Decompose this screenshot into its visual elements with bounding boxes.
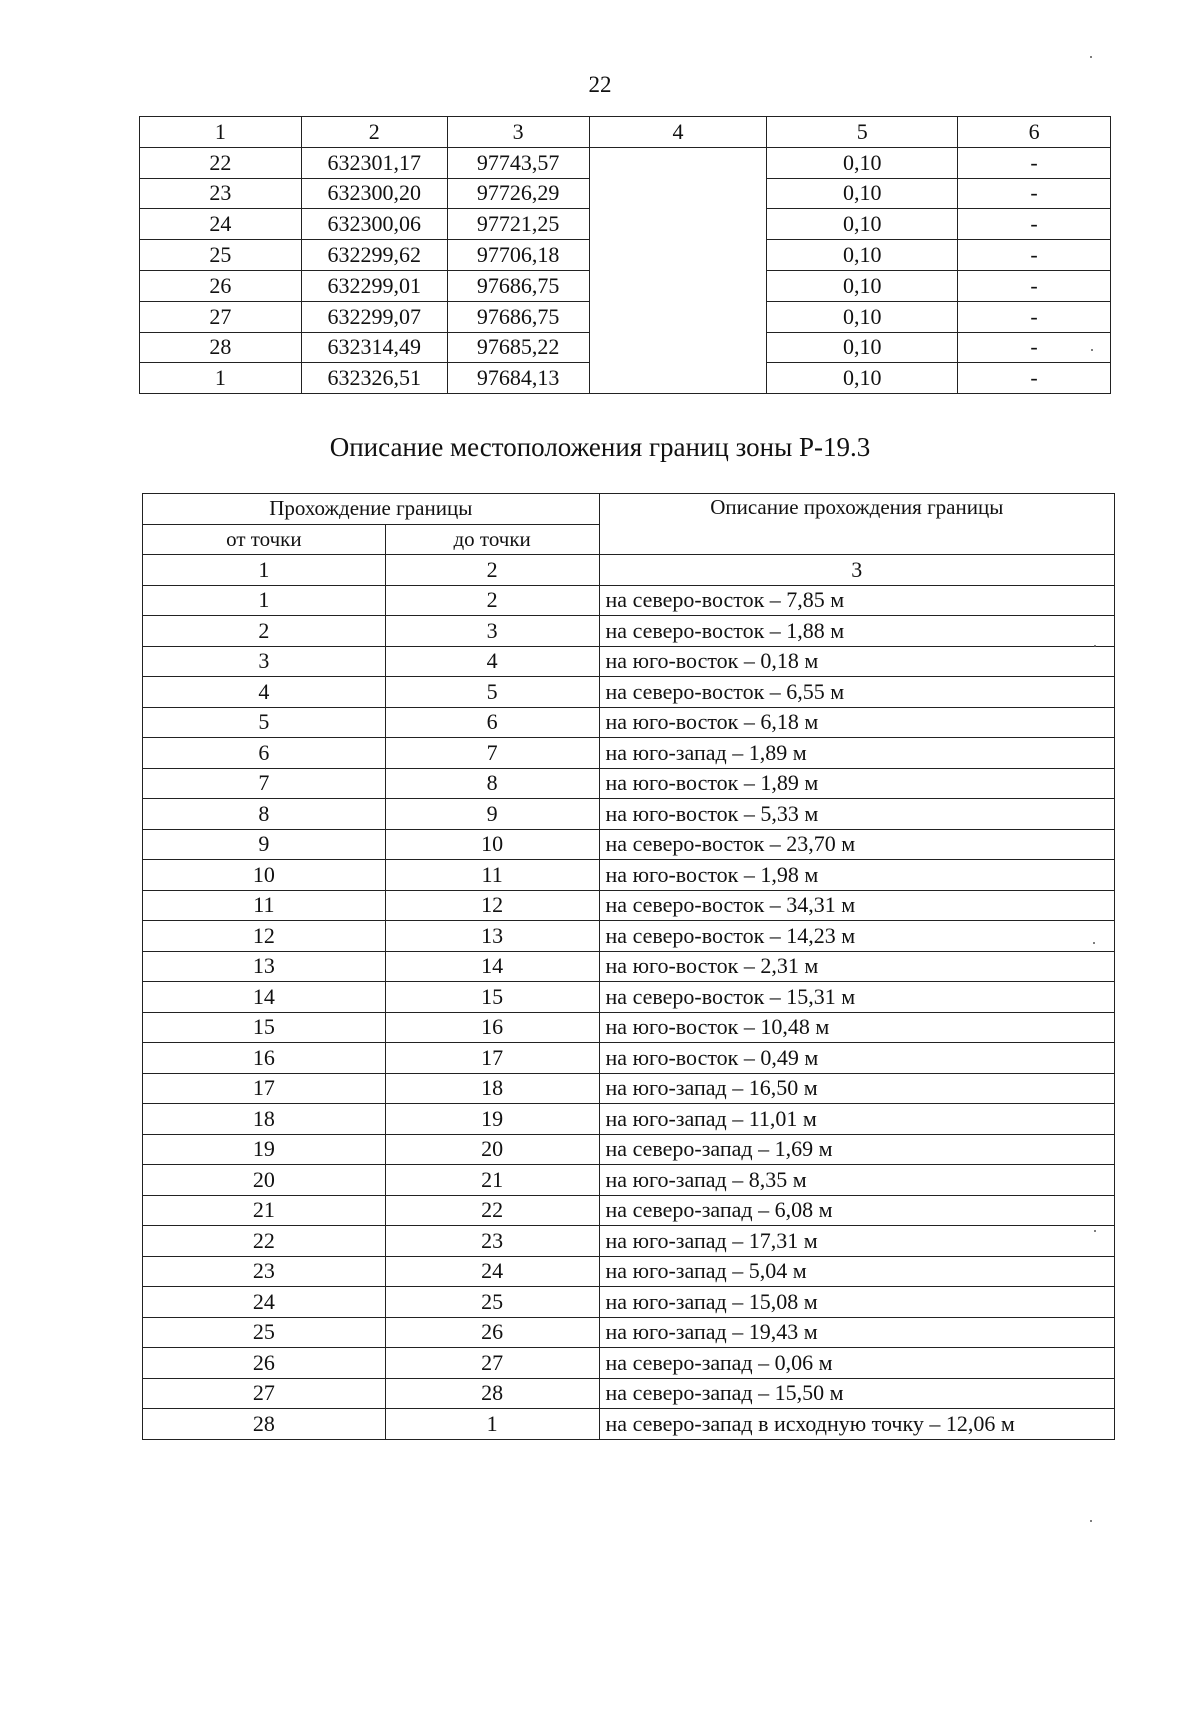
column-number: 3 [599,555,1114,586]
point-number-cell: 25 [140,240,302,271]
scan-speck [1094,1230,1096,1232]
to-point-cell: 18 [385,1073,599,1104]
direction-cell: на юго-восток – 10,48 м [599,1012,1114,1043]
to-point-cell: 8 [385,768,599,799]
boundary-row [143,1043,1115,1074]
from-point-cell: 12 [143,921,386,952]
from-point-cell: 5 [143,707,386,738]
direction-cell: на юго-восток – 0,18 м [599,646,1114,677]
coord-header-cell: 4 [589,117,767,148]
boundary-description-table [142,493,1115,1440]
y-coordinate-cell: 97686,75 [447,270,589,301]
scan-speck [1093,942,1095,944]
direction-cell: на юго-запад – 5,04 м [599,1256,1114,1287]
to-point-cell: 14 [385,951,599,982]
precision-cell: 0,10 [767,301,958,332]
from-point-cell: 21 [143,1195,386,1226]
coordinates-table [139,116,1111,394]
to-point-cell: 24 [385,1256,599,1287]
from-point-cell: 20 [143,1165,386,1196]
x-coordinate-cell: 632326,51 [301,363,447,394]
to-point-cell: 28 [385,1378,599,1409]
point-number-cell: 22 [140,147,302,178]
boundary-row [143,646,1115,677]
scan-speck [1090,1520,1092,1522]
from-point-cell: 9 [143,829,386,860]
boundary-row [143,1378,1115,1409]
direction-cell: на северо-запад – 6,08 м [599,1195,1114,1226]
to-point-cell: 27 [385,1348,599,1379]
precision-cell: 0,10 [767,240,958,271]
boundary-row [143,1134,1115,1165]
direction-cell: на северо-восток – 14,23 м [599,921,1114,952]
precision-cell: 0,10 [767,209,958,240]
direction-cell: на юго-запад – 17,31 м [599,1226,1114,1257]
coordinates-row [140,147,1111,178]
direction-cell: на северо-запад – 1,69 м [599,1134,1114,1165]
direction-cell: на юго-восток – 0,49 м [599,1043,1114,1074]
from-point-cell: 25 [143,1317,386,1348]
y-coordinate-cell: 97726,29 [447,178,589,209]
x-coordinate-cell: 632314,49 [301,332,447,363]
boundary-row [143,799,1115,830]
from-point-cell: 10 [143,860,386,891]
from-point-cell: 13 [143,951,386,982]
precision-cell: 0,10 [767,363,958,394]
from-point-cell: 8 [143,799,386,830]
direction-cell: на юго-запад – 19,43 м [599,1317,1114,1348]
point-number-cell: 27 [140,301,302,332]
boundary-row [143,982,1115,1013]
to-point-cell: 17 [385,1043,599,1074]
desc-header-row [143,494,1115,525]
from-point-cell: 19 [143,1134,386,1165]
to-point-cell: 19 [385,1104,599,1135]
direction-cell: на юго-восток – 1,89 м [599,768,1114,799]
direction-cell: на северо-восток – 34,31 м [599,890,1114,921]
description-cell: - [958,147,1111,178]
to-point-cell: 22 [385,1195,599,1226]
boundary-row [143,1256,1115,1287]
desc-column-numbers-row [143,555,1115,586]
direction-cell: на юго-запад – 1,89 м [599,738,1114,769]
x-coordinate-cell: 632299,62 [301,240,447,271]
direction-cell: на юго-восток – 2,31 м [599,951,1114,982]
direction-cell: на северо-запад в исходную точку – 12,06 м [599,1409,1114,1440]
x-coordinate-cell: 632299,01 [301,270,447,301]
boundary-row [143,738,1115,769]
from-point-cell: 22 [143,1226,386,1257]
scan-speck [1090,56,1092,58]
from-point-cell: 1 [143,585,386,616]
from-point-cell: 18 [143,1104,386,1135]
direction-cell: на юго-восток – 5,33 м [599,799,1114,830]
from-point-cell: 11 [143,890,386,921]
direction-cell: на северо-запад – 0,06 м [599,1348,1114,1379]
direction-cell: на юго-запад – 11,01 м [599,1104,1114,1135]
to-point-cell: 12 [385,890,599,921]
description-cell: - [958,301,1111,332]
column-number: 2 [385,555,599,586]
boundary-row [143,1012,1115,1043]
coord-header-cell: 1 [140,117,302,148]
point-number-cell: 23 [140,178,302,209]
column-number: 1 [143,555,386,586]
direction-cell: на юго-запад – 15,08 м [599,1287,1114,1318]
boundary-row [143,1195,1115,1226]
coordinates-header-row [140,117,1111,148]
direction-cell: на юго-запад – 16,50 м [599,1073,1114,1104]
coord-header-cell: 6 [958,117,1111,148]
from-point-cell: 3 [143,646,386,677]
from-point-cell: 7 [143,768,386,799]
to-point-cell: 21 [385,1165,599,1196]
direction-cell: на юго-восток – 6,18 м [599,707,1114,738]
y-coordinate-cell: 97721,25 [447,209,589,240]
boundary-row [143,1317,1115,1348]
from-point-cell: 6 [143,738,386,769]
description-cell: - [958,363,1111,394]
to-point-cell: 7 [385,738,599,769]
boundary-row [143,1073,1115,1104]
y-coordinate-cell: 97685,22 [447,332,589,363]
scan-speck [1091,349,1093,351]
y-coordinate-cell: 97706,18 [447,240,589,271]
y-coordinate-cell: 97686,75 [447,301,589,332]
boundary-row [143,1165,1115,1196]
boundary-row [143,1348,1115,1379]
to-point-cell: 11 [385,860,599,891]
to-point-cell: 10 [385,829,599,860]
to-point-cell: 25 [385,1287,599,1318]
direction-cell: на северо-запад – 15,50 м [599,1378,1114,1409]
from-point-cell: 27 [143,1378,386,1409]
from-point-cell: 26 [143,1348,386,1379]
boundary-row [143,707,1115,738]
from-point-cell: 16 [143,1043,386,1074]
point-number-cell: 1 [140,363,302,394]
point-number-cell: 24 [140,209,302,240]
boundary-row [143,1104,1115,1135]
precision-cell: 0,10 [767,270,958,301]
description-cell: - [958,240,1111,271]
from-point-cell: 15 [143,1012,386,1043]
method-cell-merged [589,147,767,393]
x-coordinate-cell: 632300,06 [301,209,447,240]
direction-cell: на северо-восток – 23,70 м [599,829,1114,860]
description-cell: - [958,270,1111,301]
boundary-row [143,677,1115,708]
from-point-cell: 24 [143,1287,386,1318]
description-cell: - [958,332,1111,363]
x-coordinate-cell: 632300,20 [301,178,447,209]
from-point-cell: 23 [143,1256,386,1287]
to-point-cell: 26 [385,1317,599,1348]
passage-header: Прохождение границы [143,494,600,525]
boundary-row [143,616,1115,647]
to-point-cell: 2 [385,585,599,616]
to-point-header: до точки [385,524,599,555]
section-title: Описание местоположения границ зоны Р-19.3 [329,432,871,462]
point-number-cell: 26 [140,270,302,301]
from-point-cell: 14 [143,982,386,1013]
boundary-row [143,1287,1115,1318]
from-point-cell: 28 [143,1409,386,1440]
boundary-row [143,585,1115,616]
from-point-header: от точки [143,524,386,555]
boundary-row [143,951,1115,982]
description-cell: - [958,178,1111,209]
precision-cell: 0,10 [767,332,958,363]
to-point-cell: 3 [385,616,599,647]
x-coordinate-cell: 632299,07 [301,301,447,332]
x-coordinate-cell: 632301,17 [301,147,447,178]
to-point-cell: 15 [385,982,599,1013]
precision-cell: 0,10 [767,147,958,178]
to-point-cell: 6 [385,707,599,738]
y-coordinate-cell: 97684,13 [447,363,589,394]
boundary-row [143,768,1115,799]
precision-cell: 0,10 [767,178,958,209]
to-point-cell: 4 [385,646,599,677]
scan-speck [1094,645,1096,647]
description-header: Описание прохождения границы [599,494,1114,555]
coord-header-cell: 5 [767,117,958,148]
direction-cell: на юго-восток – 1,98 м [599,860,1114,891]
coord-header-cell: 2 [301,117,447,148]
direction-cell: на северо-восток – 1,88 м [599,616,1114,647]
to-point-cell: 5 [385,677,599,708]
boundary-row [143,829,1115,860]
from-point-cell: 2 [143,616,386,647]
direction-cell: на северо-восток – 6,55 м [599,677,1114,708]
direction-cell: на северо-восток – 15,31 м [599,982,1114,1013]
description-cell: - [958,209,1111,240]
boundary-row [143,890,1115,921]
boundary-row [143,1226,1115,1257]
to-point-cell: 16 [385,1012,599,1043]
from-point-cell: 4 [143,677,386,708]
to-point-cell: 13 [385,921,599,952]
coord-header-cell: 3 [447,117,589,148]
to-point-cell: 9 [385,799,599,830]
to-point-cell: 23 [385,1226,599,1257]
to-point-cell: 20 [385,1134,599,1165]
page-number: 22 [588,72,612,97]
to-point-cell: 1 [385,1409,599,1440]
y-coordinate-cell: 97743,57 [447,147,589,178]
boundary-row [143,1409,1115,1440]
direction-cell: на северо-восток – 7,85 м [599,585,1114,616]
point-number-cell: 28 [140,332,302,363]
boundary-row [143,921,1115,952]
boundary-row [143,860,1115,891]
direction-cell: на юго-запад – 8,35 м [599,1165,1114,1196]
from-point-cell: 17 [143,1073,386,1104]
